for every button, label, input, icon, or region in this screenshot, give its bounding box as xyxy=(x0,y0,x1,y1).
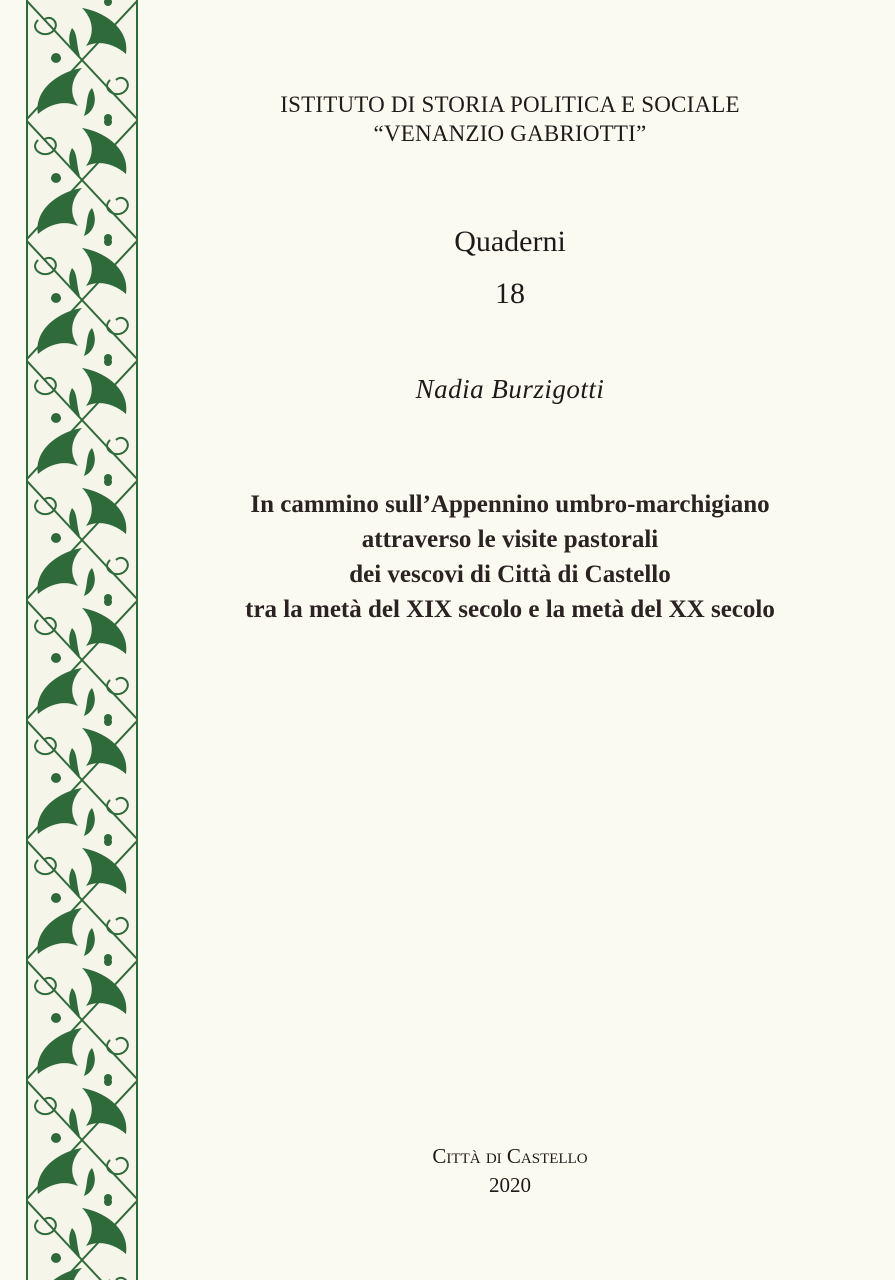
series-number: 18 xyxy=(495,277,525,310)
series-name: Quaderni xyxy=(454,225,566,258)
author-name: Nadia Burzigotti xyxy=(415,374,605,404)
cover-text xyxy=(175,0,845,1280)
title-line-1: In cammino sull’Appennino umbro-marchigiano xyxy=(250,491,770,518)
institute-dedication: “VENANZIO GABRIOTTI” xyxy=(373,121,647,146)
imprint xyxy=(175,1142,845,1200)
series-block xyxy=(175,216,845,320)
imprint-year: 2020 xyxy=(489,1173,531,1197)
imprint-place: Città di Castello xyxy=(432,1144,588,1168)
institute-name: ISTITUTO DI STORIA POLITICA E SOCIALE xyxy=(280,92,740,117)
book-title xyxy=(175,487,845,627)
publisher-institute xyxy=(175,90,845,148)
title-line-4: tra la metà del XIX secolo e la metà del XX secolo xyxy=(245,596,775,623)
title-line-3: dei vescovi di Città di Castello xyxy=(349,561,671,588)
floral-ornament-border-icon xyxy=(26,0,138,1280)
title-line-2: attraverso le visite pastorali xyxy=(361,526,659,553)
